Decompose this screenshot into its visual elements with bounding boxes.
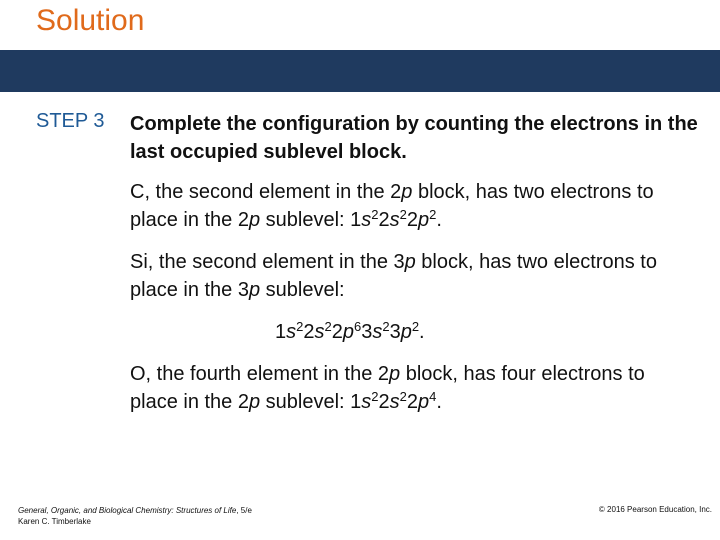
superscript: 2 — [429, 207, 437, 222]
oxygen-text: O, the fourth element in the 2 — [130, 363, 390, 385]
orbital-s: s — [389, 209, 400, 231]
superscript: 2 — [296, 319, 304, 334]
orbital-p: p — [342, 321, 354, 343]
orbital-s: s — [389, 391, 400, 413]
silicon-configuration — [275, 318, 575, 346]
orbital-p: p — [248, 279, 261, 301]
superscript: 2 — [411, 319, 420, 334]
shell-number: 2 — [303, 321, 315, 343]
period: . — [436, 391, 442, 413]
carbon-paragraph — [130, 178, 690, 234]
orbital-s: s — [361, 209, 372, 231]
book-title: General, Organic, and Biological Chemistry: Structures of Life — [18, 506, 237, 515]
superscript: 6 — [353, 319, 362, 334]
step-label: STEP 3 — [36, 110, 105, 132]
period: . — [436, 209, 442, 231]
shell-number: 1 — [275, 321, 287, 343]
silicon-text: Si, the second element in the 3 — [130, 251, 405, 273]
period: . — [419, 321, 425, 343]
shell-number: 2 — [331, 321, 343, 343]
book-edition: , 5/e — [236, 506, 252, 515]
carbon-text: block, has two electrons to place in the 2 — [130, 181, 654, 231]
shell-number: 2 — [378, 391, 390, 413]
orbital-s: s — [372, 321, 383, 343]
step-instruction: Complete the configuration by counting the electrons in the last occupied sublevel block. — [130, 113, 698, 163]
orbital-p: p — [404, 251, 416, 273]
orbital-s: s — [314, 321, 325, 343]
silicon-text: sublevel: — [260, 279, 345, 301]
superscript: 2 — [371, 389, 379, 404]
superscript: 2 — [399, 207, 407, 222]
book-author: Karen C. Timberlake — [18, 517, 91, 526]
superscript: 2 — [382, 319, 390, 334]
silicon-paragraph — [130, 248, 690, 304]
orbital-s: s — [361, 391, 372, 413]
copyright: © 2016 Pearson Education, Inc. — [598, 505, 712, 514]
superscript: 4 — [429, 389, 437, 404]
shell-number: 3 — [389, 321, 401, 343]
carbon-text: C, the second element in the 2 — [130, 181, 402, 203]
silicon-text: block, has two electrons to place in the 3 — [130, 251, 657, 301]
orbital-p: p — [418, 209, 430, 231]
superscript: 2 — [399, 389, 407, 404]
superscript: 2 — [371, 207, 379, 222]
carbon-text: sublevel: 1 — [260, 209, 362, 231]
oxygen-text: sublevel: 1 — [260, 391, 362, 413]
shell-number: 3 — [361, 321, 373, 343]
slide-title: Solution — [36, 4, 145, 37]
footer-citation — [18, 505, 252, 527]
superscript: 2 — [324, 319, 332, 334]
shell-number: 2 — [378, 209, 390, 231]
orbital-s: s — [286, 321, 297, 343]
oxygen-text: block, has four electrons to place in the 2 — [130, 363, 645, 413]
oxygen-paragraph — [130, 360, 690, 416]
title-bar — [0, 50, 720, 92]
orbital-p: p — [389, 363, 401, 385]
orbital-p: p — [248, 209, 261, 231]
orbital-p: p — [418, 391, 430, 413]
orbital-p: p — [248, 391, 261, 413]
orbital-p: p — [400, 321, 412, 343]
orbital-p: p — [401, 181, 413, 203]
shell-number: 2 — [406, 209, 418, 231]
shell-number: 2 — [406, 391, 418, 413]
